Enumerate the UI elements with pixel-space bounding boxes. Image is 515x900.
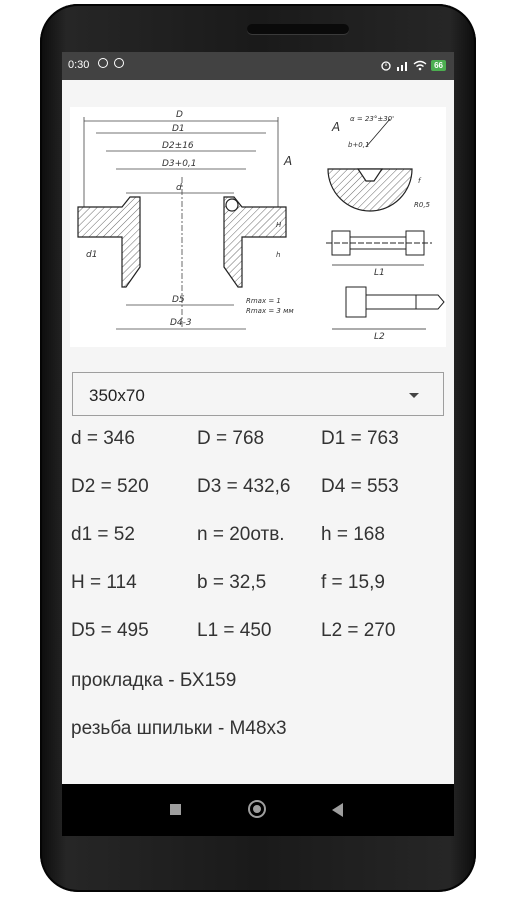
param-L1: L1 = 450 xyxy=(197,620,272,641)
label-D4: D4-3 xyxy=(170,318,192,328)
label-alpha: α = 23°±30' xyxy=(350,115,395,123)
alarm-icon xyxy=(380,59,392,71)
label-D5: D5 xyxy=(172,295,185,305)
param-d: d = 346 xyxy=(71,428,135,449)
home-button-icon[interactable] xyxy=(248,800,266,818)
size-selector-value: 350x70 xyxy=(89,386,145,405)
label-A: A xyxy=(284,154,293,168)
label-D3: D3+0,1 xyxy=(162,159,197,169)
app-screen xyxy=(62,52,454,784)
param-D1: D1 = 763 xyxy=(321,428,399,449)
param-D2: D2 = 520 xyxy=(71,476,149,497)
param-n: n = 20отв. xyxy=(197,524,285,545)
param-D5: D5 = 495 xyxy=(71,620,149,641)
label-f: f xyxy=(418,177,421,185)
label-D1: D1 xyxy=(172,124,185,134)
param-b: b = 32,5 xyxy=(197,572,267,593)
status-bar xyxy=(62,52,454,80)
flange-drawing xyxy=(70,107,446,347)
signal-icon xyxy=(396,60,409,71)
param-L2: L2 = 270 xyxy=(321,620,396,641)
back-button-icon[interactable] xyxy=(332,803,343,817)
dropdown-arrow-icon[interactable] xyxy=(409,393,419,398)
gasket-info: прокладка - БХ159 xyxy=(71,670,237,691)
param-D: D = 768 xyxy=(197,428,265,449)
label-L1: L1 xyxy=(374,268,385,278)
param-d1: d1 = 52 xyxy=(71,524,135,545)
nav-bar xyxy=(62,784,454,836)
recents-button-icon[interactable] xyxy=(170,804,181,815)
battery-icon: 66 xyxy=(431,60,446,71)
label-H: H xyxy=(276,221,282,229)
param-D4: D4 = 553 xyxy=(321,476,399,497)
drawing-note-1: Rmax = 1 xyxy=(246,297,281,305)
size-selector[interactable] xyxy=(72,372,444,416)
label-h: h xyxy=(276,251,281,259)
label-d: d xyxy=(176,183,182,193)
wifi-icon xyxy=(413,60,427,71)
notification-icon xyxy=(98,58,108,68)
param-D3: D3 = 432,6 xyxy=(197,476,291,497)
speaker-grille xyxy=(247,24,349,34)
drawing-note-2: Rmax = 3 мм xyxy=(246,307,294,315)
param-h: h = 168 xyxy=(321,524,385,545)
label-L2: L2 xyxy=(374,332,385,342)
param-f: f = 15,9 xyxy=(321,572,385,593)
param-H: H = 114 xyxy=(71,572,137,593)
label-detail-A: A xyxy=(332,120,341,134)
label-b: b+0,1 xyxy=(348,141,370,149)
status-time: 0:30 xyxy=(68,59,90,71)
notification-icon-2 xyxy=(114,58,124,68)
label-D: D xyxy=(176,110,183,120)
label-R: R0,5 xyxy=(414,201,430,209)
thread-info: резьба шпильки - М48х3 xyxy=(71,718,287,739)
label-d1: d1 xyxy=(86,250,98,260)
label-D2: D2±16 xyxy=(162,141,194,151)
